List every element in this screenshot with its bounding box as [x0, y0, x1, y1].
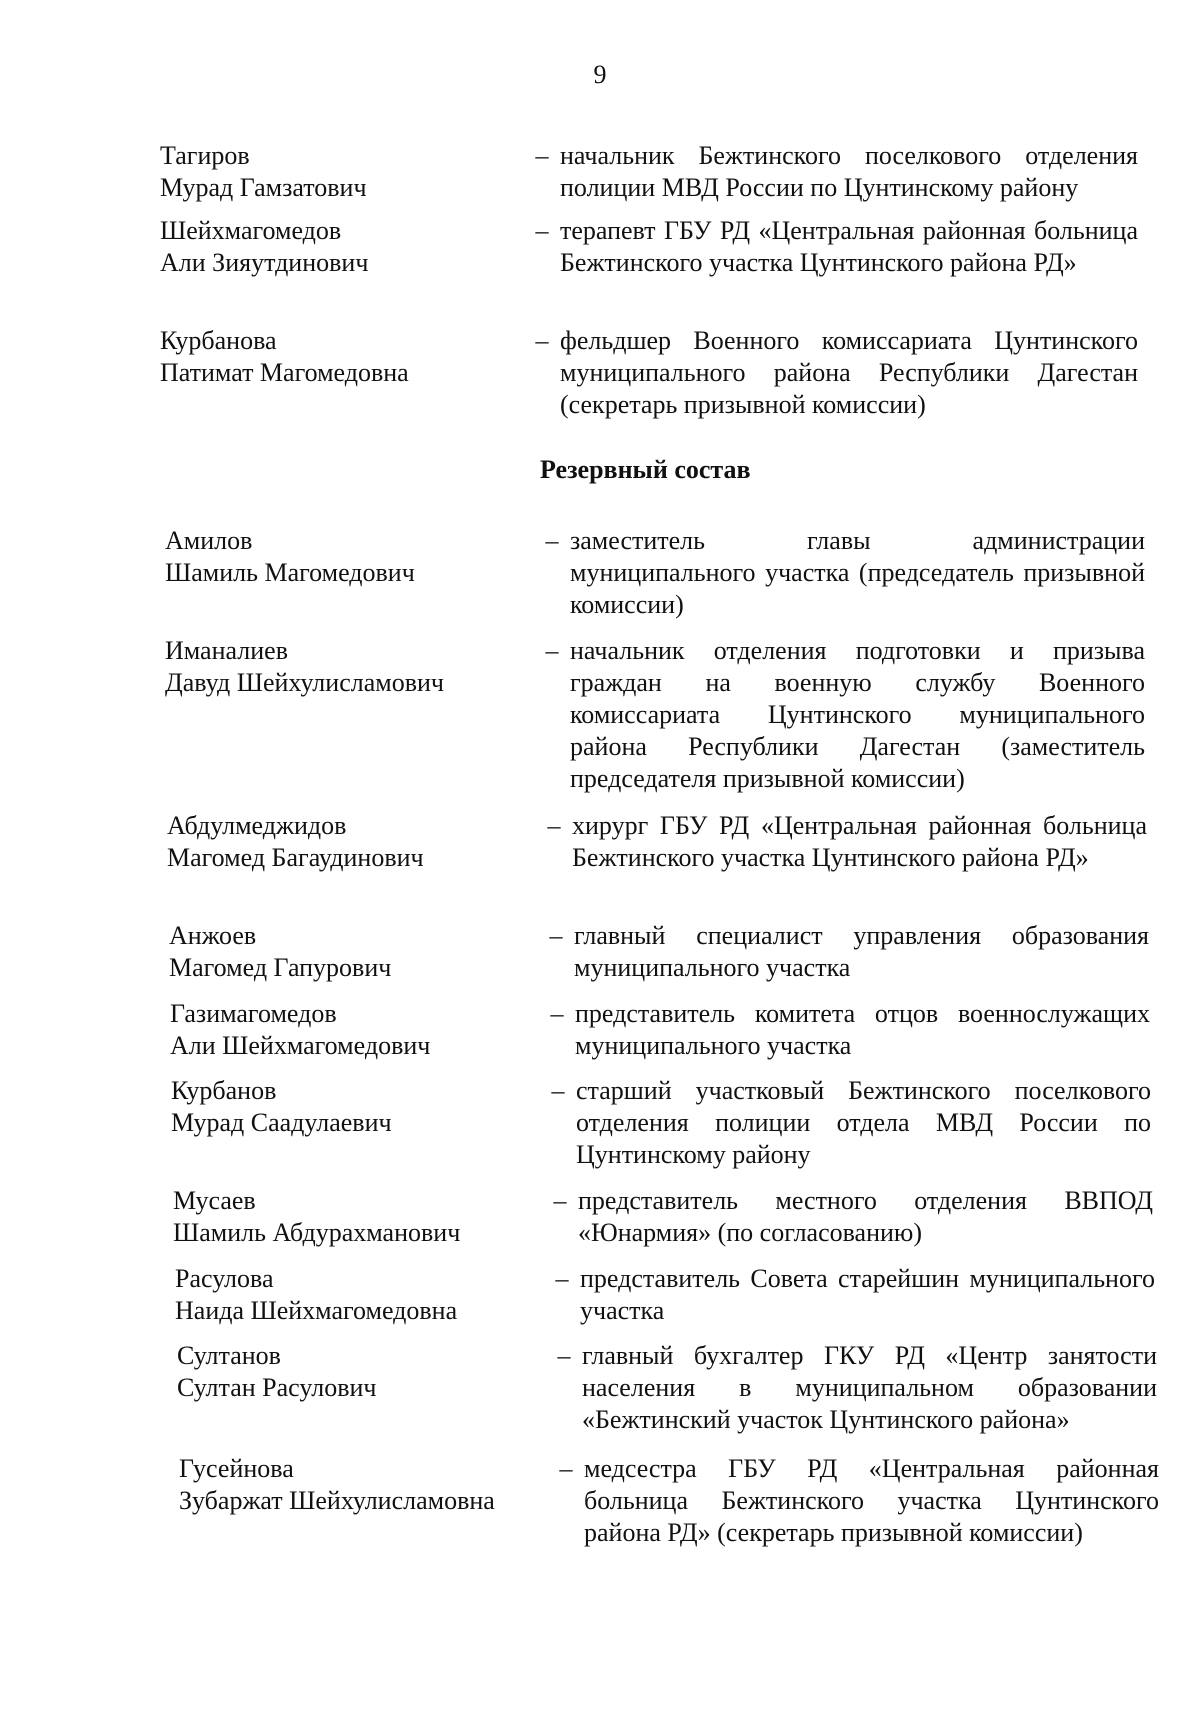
- member-name: [165, 525, 525, 589]
- member-given-name: Султан Расулович: [177, 1373, 377, 1402]
- dash: –: [557, 1341, 571, 1370]
- member-given-name: Али Шейхмагомедович: [170, 1031, 431, 1060]
- member-role: представитель Совета старейшин муниципального участка: [580, 1264, 1155, 1325]
- member-given-name: Зубаржат Шейхулисламовна: [179, 1486, 495, 1515]
- member-given-name: Мурад Саадулаевич: [171, 1108, 392, 1137]
- member-surname: Расулова: [175, 1264, 274, 1293]
- dash: –: [535, 141, 549, 170]
- member-role: медсестра ГБУ РД «Центральная районная больница Бежтинского участка Цунтинского района РД» (секретарь призывной комиссии): [584, 1454, 1159, 1547]
- member-surname: Курбанова: [160, 326, 277, 355]
- member-name: [173, 1185, 533, 1249]
- member-role: представитель местного отделения ВВПОД «Юнармия» (по согласованию): [578, 1186, 1153, 1247]
- member-name: [165, 635, 525, 699]
- dash: –: [545, 636, 559, 665]
- member-surname: Газимагомедов: [170, 999, 337, 1028]
- dash: –: [559, 1454, 573, 1483]
- member-name: [177, 1340, 537, 1404]
- member-role: начальник Бежтинского поселкового отделения полиции МВД России по Цунтинскому району: [560, 141, 1138, 202]
- dash: –: [547, 811, 561, 840]
- member-surname: Шейхмагомедов: [160, 216, 342, 245]
- member-role: главный специалист управления образования муниципального участка: [574, 921, 1149, 982]
- dash: –: [549, 921, 563, 950]
- member-surname: Анжоев: [169, 921, 257, 950]
- dash: –: [550, 999, 564, 1028]
- member-given-name: Патимат Магомедовна: [160, 358, 409, 387]
- member-surname: Султанов: [177, 1341, 281, 1370]
- member-surname: Курбанов: [171, 1076, 277, 1105]
- dash: –: [551, 1076, 565, 1105]
- member-surname: Абдулмеджидов: [167, 811, 347, 840]
- dash: –: [535, 326, 549, 355]
- member-role: главный бухгалтер ГКУ РД «Центр занятости населения в муниципальном образовании «Бежтинский участок Цунтинского района»: [582, 1341, 1157, 1434]
- section-title-reserve: Резервный состав: [540, 455, 751, 484]
- dash: –: [553, 1186, 567, 1215]
- member-given-name: Магомед Багаудинович: [167, 843, 424, 872]
- member-surname: Иманалиев: [165, 636, 288, 665]
- member-given-name: Магомед Гапурович: [169, 953, 392, 982]
- member-given-name: Давуд Шейхулисламович: [165, 668, 444, 697]
- member-surname: Амилов: [165, 526, 253, 555]
- member-role: хирург ГБУ РД «Центральная районная больница Бежтинского участка Цунтинского района РД»: [572, 811, 1147, 872]
- member-surname: Гусейнова: [179, 1454, 294, 1483]
- member-given-name: Шамиль Абдурахманович: [173, 1218, 461, 1247]
- member-role: терапевт ГБУ РД «Центральная районная больница Бежтинского участка Цунтинского района РД»: [560, 216, 1138, 277]
- member-name: [169, 920, 529, 984]
- dash: –: [535, 216, 549, 245]
- dash: –: [555, 1264, 569, 1293]
- member-name: [179, 1453, 539, 1517]
- member-name: [160, 215, 520, 279]
- member-name: [160, 325, 520, 389]
- dash: –: [545, 526, 559, 555]
- member-surname: Мусаев: [173, 1186, 256, 1215]
- member-role: фельдшер Военного комиссариата Цунтинского муниципального района Республики Дагестан (секретарь призывной комиссии): [560, 326, 1138, 419]
- member-name: [170, 998, 530, 1062]
- member-role: старший участковый Бежтинского поселкового отделения полиции отдела МВД России по Цунтинскому району: [576, 1076, 1151, 1169]
- member-given-name: Мурад Гамзатович: [160, 173, 367, 202]
- member-name: [160, 140, 520, 204]
- member-role: начальник отделения подготовки и призыва граждан на военную службу Военного комиссариата Цунтинского муниципального района Республики Дагестан (заместитель председателя призывной комиссии): [570, 636, 1145, 793]
- member-given-name: Шамиль Магомедович: [165, 558, 415, 587]
- member-surname: Тагиров: [160, 141, 250, 170]
- member-given-name: Али Зияутдинович: [160, 248, 369, 277]
- member-name: [175, 1263, 535, 1327]
- member-name: [167, 810, 527, 874]
- member-role: заместитель главы администрации муниципального участка (председатель призывной комиссии): [570, 526, 1145, 619]
- member-role: представитель комитета отцов военнослужащих муниципального участка: [575, 999, 1150, 1060]
- page-number: 9: [593, 60, 607, 89]
- member-given-name: Наида Шейхмагомедовна: [175, 1296, 458, 1325]
- member-name: [171, 1075, 531, 1139]
